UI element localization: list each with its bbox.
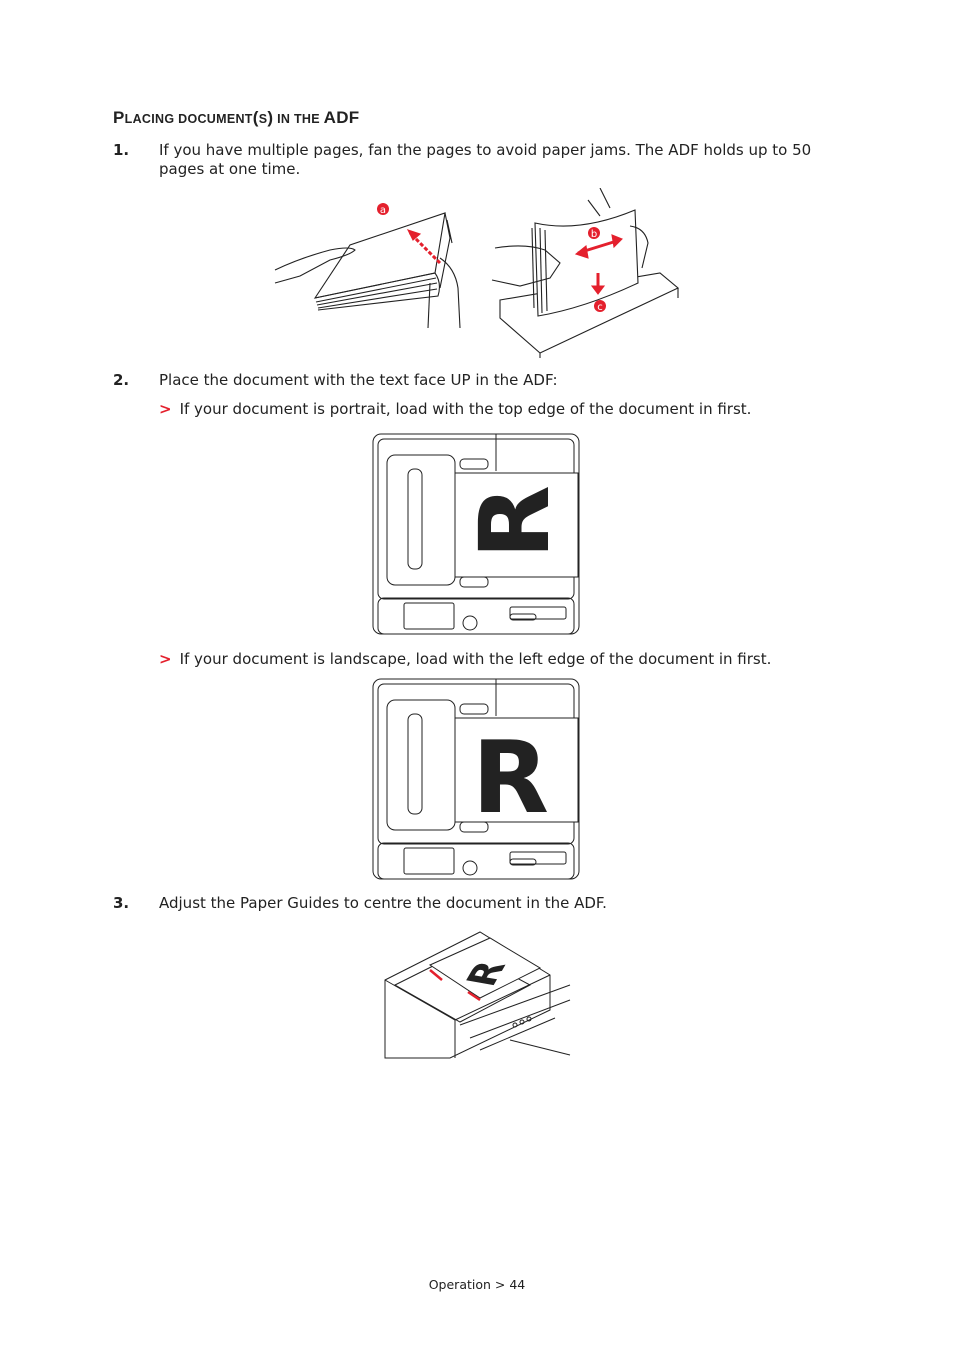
bullet-marker: > [159,650,172,668]
page-footer: Operation > 44 [428,1277,526,1292]
step-3-number: 3. [113,894,130,912]
fan-pages-illustration [270,188,690,358]
label-a: a [379,205,387,216]
bullet-marker: > [159,400,172,418]
section-heading [113,108,360,128]
document-letter-rotated: R [459,485,571,559]
step-1-text: If you have multiple pages, fan the pages to avoid paper jams. The ADF holds up to 50 pages at one time. [159,141,812,178]
tapping-stack-drawing [492,188,678,358]
heading-paren-open: ( [252,108,259,127]
label-c: c [597,302,603,313]
document-letter-upright: R [472,719,550,836]
bullet-portrait-text: If your document is portrait, load with the top edge of the document in first. [179,400,752,418]
heading-first-letter: P [113,108,125,127]
document-letter-perspective: R [456,957,515,990]
step-1-number: 1. [113,141,130,159]
bullet-landscape [159,650,771,669]
bullet-landscape-text: If your document is landscape, load with the left edge of the document in first. [179,650,772,668]
adjust-guides-illustration [380,930,574,1060]
bullet-portrait [159,400,751,419]
step-2-text: Place the document with the text face UP in the ADF: [159,371,558,389]
heading-s: S [258,112,268,126]
portrait-loading-illustration [370,431,582,638]
heading-adf: ADF [323,108,360,127]
step-3-text: Adjust the Paper Guides to centre the document in the ADF. [159,894,607,912]
landscape-loading-illustration [370,676,582,883]
fanned-stack-drawing [275,213,460,328]
heading-in-the: IN THE [273,112,324,126]
heading-small-caps: LACING DOCUMENT [124,112,253,126]
heading-paren-close: ) [267,108,274,127]
step-2-number: 2. [113,371,130,389]
label-b: b [590,229,598,240]
